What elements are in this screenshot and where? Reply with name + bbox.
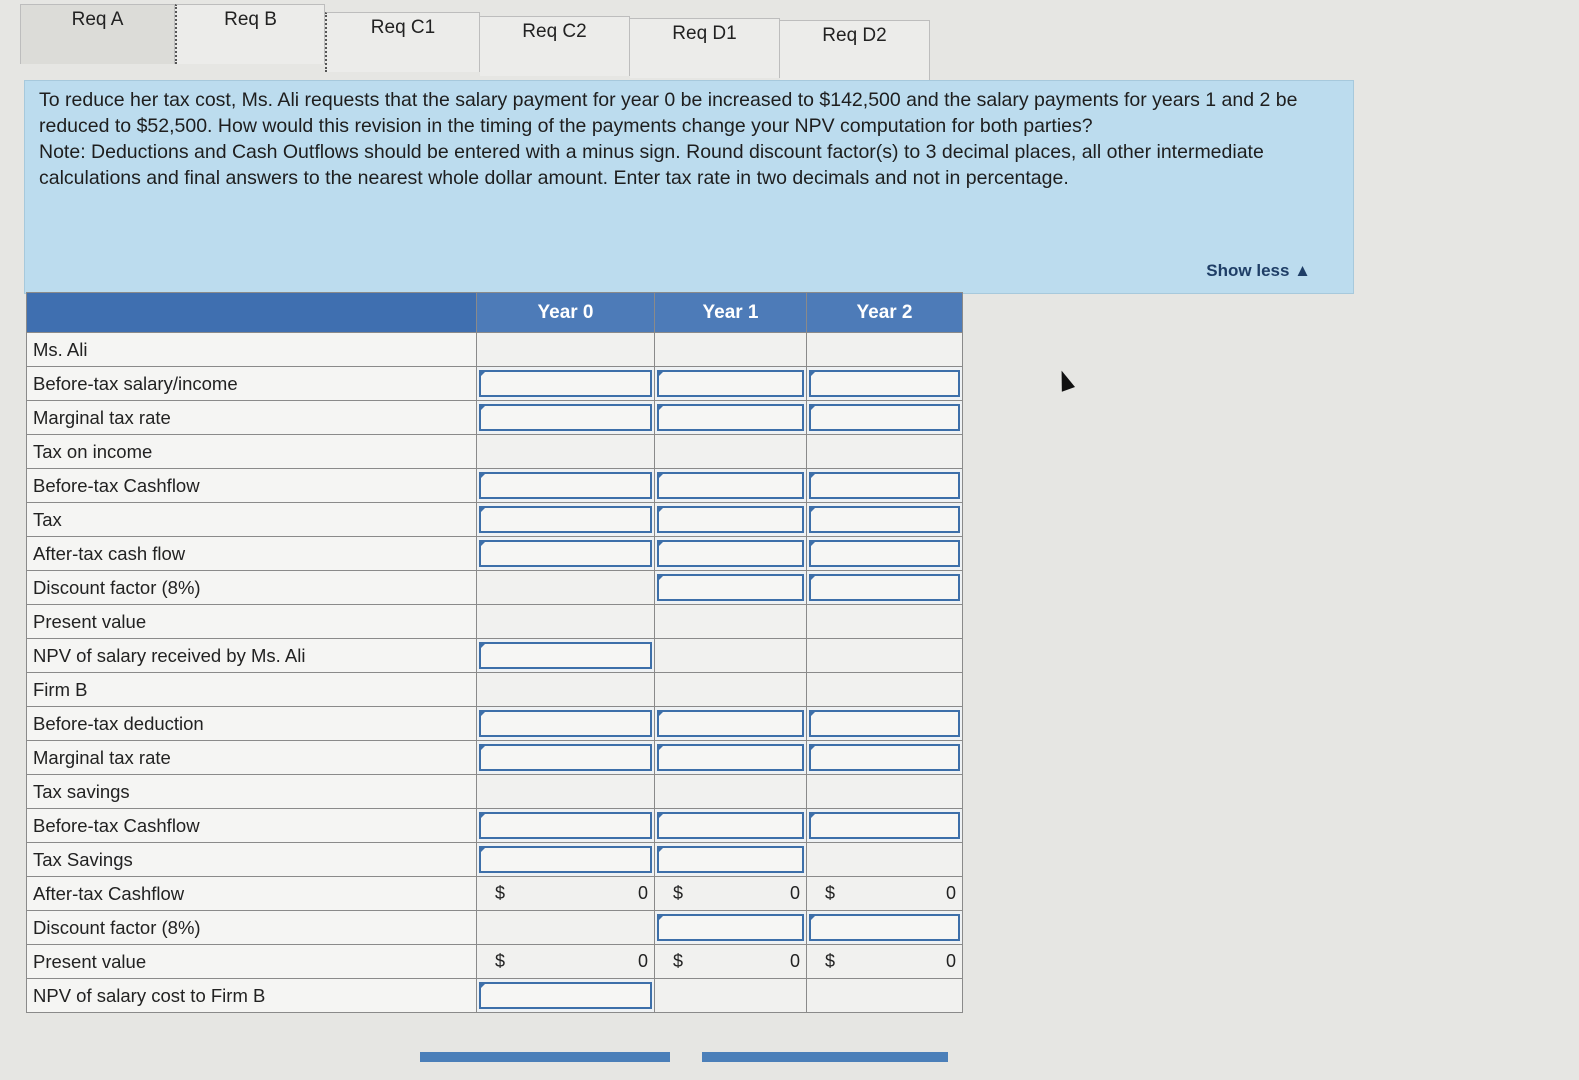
table-row	[27, 469, 963, 503]
empty-cell	[807, 843, 963, 877]
tab-req-d2[interactable]	[780, 20, 930, 80]
computed-cell-year-2	[807, 945, 963, 979]
empty-cell	[807, 775, 963, 809]
input-field[interactable]	[657, 574, 804, 601]
npv-table	[26, 292, 963, 1013]
table-row	[27, 639, 963, 673]
input-cell-year-0[interactable]	[477, 537, 655, 571]
row-label: After-tax Cashflow	[27, 877, 477, 911]
tab-req-c1[interactable]	[325, 12, 480, 72]
input-cell-year-1[interactable]	[655, 571, 807, 605]
input-field[interactable]	[479, 472, 652, 499]
row-label: Before-tax deduction	[27, 707, 477, 741]
input-cell-year-0[interactable]	[477, 809, 655, 843]
row-label: Discount factor (8%)	[27, 571, 477, 605]
question-text: To reduce her tax cost, Ms. Ali requests that the salary payment for year 0 be increased to $142,500 and the salary payments for years 1 and 2 be reduced to $52,500. How would this revision in the timing of the payments change your NPV computation for both parties?	[39, 89, 1298, 137]
dollar-sign: $	[673, 883, 684, 903]
input-cell-year-0[interactable]	[477, 843, 655, 877]
empty-cell	[477, 435, 655, 469]
empty-cell	[807, 979, 963, 1013]
input-field[interactable]	[657, 846, 804, 873]
input-cell-year-2[interactable]	[807, 401, 963, 435]
input-field[interactable]	[657, 744, 804, 771]
dollar-sign: $	[825, 883, 836, 903]
input-cell-year-2[interactable]	[807, 741, 963, 775]
tab-req-c2[interactable]	[480, 16, 630, 76]
table-row	[27, 707, 963, 741]
input-cell-year-0[interactable]	[477, 503, 655, 537]
header-year-0: Year 0	[477, 293, 655, 333]
computed-cell-year-1	[655, 945, 807, 979]
input-field[interactable]	[479, 710, 652, 737]
row-label: After-tax cash flow	[27, 537, 477, 571]
input-cell-year-2[interactable]	[807, 707, 963, 741]
empty-cell	[655, 605, 807, 639]
dollar-sign: $	[495, 883, 506, 903]
row-label: NPV of salary cost to Firm B	[27, 979, 477, 1013]
input-field[interactable]	[479, 404, 652, 431]
empty-cell	[655, 435, 807, 469]
input-cell-year-2[interactable]	[807, 537, 963, 571]
input-cell-year-1[interactable]	[655, 503, 807, 537]
input-field[interactable]	[809, 506, 960, 533]
amount-value: 0	[945, 883, 956, 903]
input-field[interactable]	[657, 506, 804, 533]
input-field[interactable]	[479, 846, 652, 873]
amount-value: 0	[637, 951, 648, 971]
row-label: Tax	[27, 503, 477, 537]
row-label: Tax Savings	[27, 843, 477, 877]
input-cell-year-0[interactable]	[477, 741, 655, 775]
input-field[interactable]	[479, 370, 652, 397]
table-row	[27, 367, 963, 401]
table-row	[27, 741, 963, 775]
empty-cell	[655, 775, 807, 809]
input-cell-year-1[interactable]	[655, 843, 807, 877]
input-field[interactable]	[809, 404, 960, 431]
requirement-tabs	[20, 4, 930, 70]
tab-req-b[interactable]	[175, 4, 325, 64]
tab-label: Req C2	[522, 21, 587, 42]
input-cell-year-2[interactable]	[807, 911, 963, 945]
input-cell-year-1[interactable]	[655, 741, 807, 775]
empty-cell	[477, 673, 655, 707]
table-row	[27, 401, 963, 435]
input-cell-year-1[interactable]	[655, 537, 807, 571]
table-body	[27, 333, 963, 1013]
input-cell-year-0[interactable]	[477, 639, 655, 673]
row-label: Tax savings	[27, 775, 477, 809]
row-label: Before-tax Cashflow	[27, 469, 477, 503]
input-cell-year-2[interactable]	[807, 367, 963, 401]
amount-value: 0	[789, 951, 800, 971]
input-cell-year-2[interactable]	[807, 571, 963, 605]
input-cell-year-1[interactable]	[655, 911, 807, 945]
dollar-sign: $	[495, 951, 506, 971]
input-field[interactable]	[809, 812, 960, 839]
nav-bar-left[interactable]	[420, 1052, 670, 1062]
table-row	[27, 979, 963, 1013]
empty-cell	[655, 979, 807, 1013]
empty-cell	[477, 571, 655, 605]
input-field[interactable]	[657, 914, 804, 941]
input-field[interactable]	[657, 710, 804, 737]
input-field[interactable]	[809, 370, 960, 397]
row-label: Tax on income	[27, 435, 477, 469]
empty-cell	[807, 673, 963, 707]
tab-req-a[interactable]	[20, 4, 175, 64]
input-cell-year-1[interactable]	[655, 809, 807, 843]
tab-label: Req B	[224, 9, 277, 30]
empty-cell	[655, 333, 807, 367]
input-cell-year-0[interactable]	[477, 979, 655, 1013]
input-cell-year-1[interactable]	[655, 367, 807, 401]
row-label: Discount factor (8%)	[27, 911, 477, 945]
input-field[interactable]	[479, 982, 652, 1009]
tab-label: Req A	[71, 9, 124, 30]
input-field[interactable]	[479, 812, 652, 839]
input-field[interactable]	[809, 710, 960, 737]
table-row	[27, 333, 963, 367]
input-cell-year-0[interactable]	[477, 367, 655, 401]
amount-value: 0	[945, 951, 956, 971]
input-field[interactable]	[809, 744, 960, 771]
dollar-sign: $	[673, 951, 684, 971]
computed-cell-year-0	[477, 945, 655, 979]
empty-cell	[477, 911, 655, 945]
table-row	[27, 809, 963, 843]
empty-cell	[655, 673, 807, 707]
row-label: Present value	[27, 945, 477, 979]
dollar-sign: $	[825, 951, 836, 971]
empty-cell	[477, 775, 655, 809]
header-year-2: Year 2	[807, 293, 963, 333]
empty-cell	[477, 333, 655, 367]
input-field[interactable]	[809, 914, 960, 941]
tab-req-d1[interactable]	[630, 18, 780, 78]
table-row	[27, 775, 963, 809]
row-label: Before-tax Cashflow	[27, 809, 477, 843]
table-row	[27, 605, 963, 639]
row-label: Ms. Ali	[27, 333, 477, 367]
computed-cell-year-0	[477, 877, 655, 911]
input-field[interactable]	[657, 540, 804, 567]
input-field[interactable]	[479, 540, 652, 567]
input-cell-year-2[interactable]	[807, 503, 963, 537]
row-label: Marginal tax rate	[27, 741, 477, 775]
header-corner	[27, 293, 477, 333]
input-field[interactable]	[479, 506, 652, 533]
table-row	[27, 843, 963, 877]
show-less-link[interactable]: Show less ▲	[1206, 261, 1311, 280]
input-field[interactable]	[809, 472, 960, 499]
amount-value: 0	[637, 883, 648, 903]
input-cell-year-0[interactable]	[477, 707, 655, 741]
input-field[interactable]	[809, 540, 960, 567]
row-label: Marginal tax rate	[27, 401, 477, 435]
input-field[interactable]	[657, 472, 804, 499]
input-field[interactable]	[657, 812, 804, 839]
row-label: Before-tax salary/income	[27, 367, 477, 401]
tab-label: Req C1	[370, 17, 436, 38]
input-field[interactable]	[479, 642, 652, 669]
input-field[interactable]	[657, 370, 804, 397]
input-cell-year-2[interactable]	[807, 469, 963, 503]
instruction-panel	[24, 80, 1354, 294]
empty-cell	[477, 605, 655, 639]
empty-cell	[655, 639, 807, 673]
input-field[interactable]	[657, 404, 804, 431]
table-row	[27, 877, 963, 911]
table-row	[27, 571, 963, 605]
input-field[interactable]	[809, 574, 960, 601]
mouse-cursor-icon	[1055, 368, 1075, 392]
row-label: Present value	[27, 605, 477, 639]
empty-cell	[807, 435, 963, 469]
input-cell-year-1[interactable]	[655, 707, 807, 741]
input-cell-year-1[interactable]	[655, 401, 807, 435]
table-row	[27, 537, 963, 571]
input-cell-year-2[interactable]	[807, 809, 963, 843]
input-cell-year-0[interactable]	[477, 469, 655, 503]
row-label: Firm B	[27, 673, 477, 707]
nav-bar-right[interactable]	[702, 1052, 948, 1062]
table-row	[27, 945, 963, 979]
input-cell-year-0[interactable]	[477, 401, 655, 435]
table-row	[27, 503, 963, 537]
computed-cell-year-1	[655, 877, 807, 911]
row-label: NPV of salary received by Ms. Ali	[27, 639, 477, 673]
table-row	[27, 435, 963, 469]
empty-cell	[807, 605, 963, 639]
table-row	[27, 673, 963, 707]
tab-label: Req D2	[822, 25, 887, 46]
computed-cell-year-2	[807, 877, 963, 911]
note-text: Note: Deductions and Cash Outflows should be entered with a minus sign. Round discount factor(s) to 3 decimal places, all other intermediate calculations and final answers to the nearest whole dollar amount. Enter tax rate in two decimals and not in percentage.	[39, 141, 1264, 189]
input-field[interactable]	[479, 744, 652, 771]
header-year-1: Year 1	[655, 293, 807, 333]
input-cell-year-1[interactable]	[655, 469, 807, 503]
empty-cell	[807, 639, 963, 673]
amount-value: 0	[789, 883, 800, 903]
table-row	[27, 911, 963, 945]
tab-label: Req D1	[672, 23, 737, 44]
empty-cell	[807, 333, 963, 367]
